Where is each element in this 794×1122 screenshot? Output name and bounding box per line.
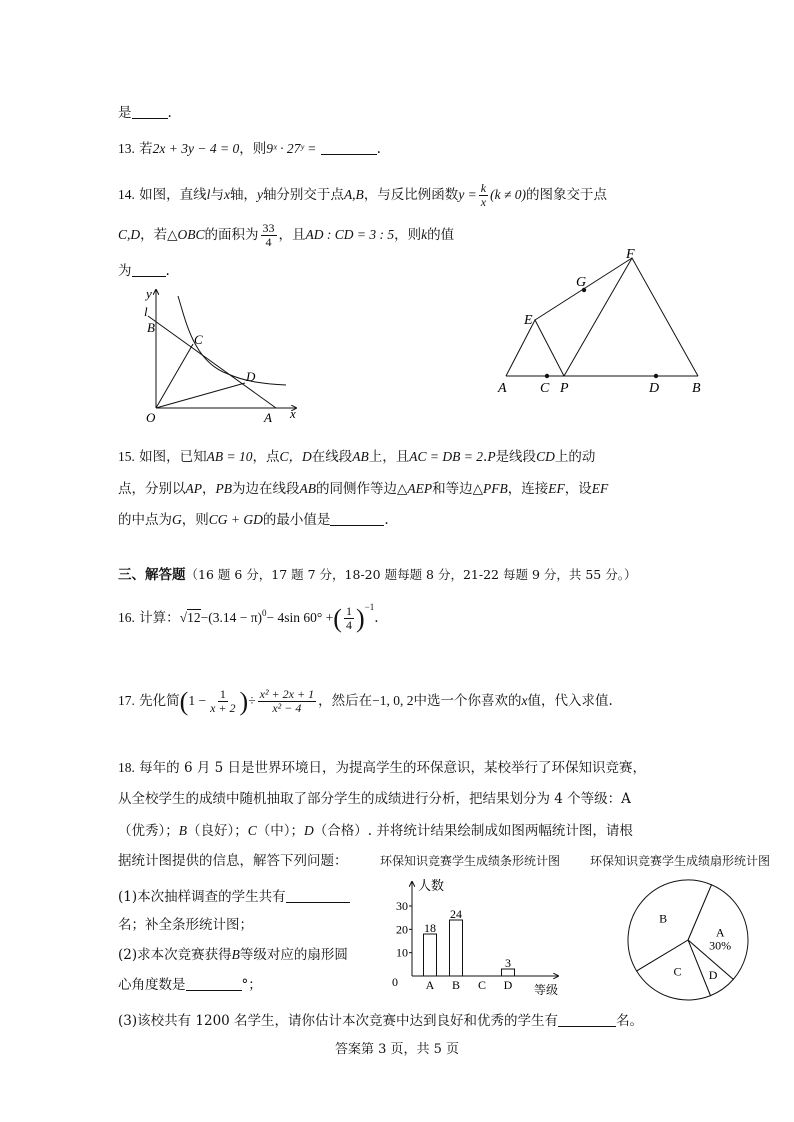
bar-category-label: C <box>477 978 487 992</box>
q15-text: . <box>483 449 488 465</box>
bar-chart-title: 环保知识竞赛学生成绩条形统计图 <box>380 854 561 868</box>
pie-label-d: D <box>708 968 718 983</box>
q14-label-d: D <box>246 369 256 384</box>
q15-math: AP <box>185 481 202 496</box>
q15-text: ，连接 <box>507 481 549 497</box>
q16-frac-den: 4 <box>345 618 352 632</box>
q14-text: ，且 <box>278 227 306 243</box>
q14-points-ab: A,B <box>343 187 364 202</box>
q14-text: 的图象交于点 <box>526 187 608 203</box>
question-18-line1 <box>118 759 646 777</box>
q15-point-d <box>654 374 658 378</box>
q15-text: 如图，已知 <box>139 449 207 465</box>
q14-func-num: k <box>480 181 487 195</box>
bar-ytick-label: 20 <box>396 922 408 937</box>
q15-label-e: E <box>524 313 533 328</box>
bar-ytick-label: 30 <box>396 899 408 913</box>
question-18-line4 <box>118 852 348 870</box>
q16-sqrt-value: 12 <box>187 610 201 625</box>
q14-func-den: x <box>480 195 487 209</box>
q18-sub1-line2 <box>118 916 253 934</box>
question-14-line2 <box>118 222 454 249</box>
q14-line-l <box>148 316 276 408</box>
q18-text: （良好）； <box>187 823 248 839</box>
bar-value-label: 3 <box>505 956 511 970</box>
q18-grade-d: D <box>304 823 314 838</box>
q15-label-c: C <box>540 381 550 396</box>
q14-text: 轴分别交于点 <box>262 187 344 203</box>
q15-math: C，D <box>279 449 312 464</box>
question-18-line2 <box>118 790 631 808</box>
q15-math: CD <box>536 449 555 464</box>
q14-func-fraction <box>479 182 488 209</box>
pie-label-c: C <box>673 964 682 979</box>
q15-text: 和等边△ <box>432 481 484 497</box>
q15-math: PB <box>215 481 232 496</box>
q13-number: 13. <box>118 141 135 156</box>
q18-grade-b: B <box>178 823 187 838</box>
q14-var-x: x <box>223 187 230 202</box>
pie-label-b: B <box>659 911 668 926</box>
q14-var-l: l <box>206 187 211 202</box>
q18-text: （中）； <box>256 823 305 839</box>
q15-text: 为边在线段 <box>232 481 300 497</box>
question-15-line3 <box>118 511 389 529</box>
q15-text: . <box>384 512 389 528</box>
q12-suffix: . <box>167 105 172 121</box>
q14-segment-od <box>156 383 245 408</box>
q14-func-cond: (k ≠ 0) <box>490 187 527 202</box>
q15-text: ，设 <box>564 481 592 497</box>
q17-text: ，然后在 <box>318 693 373 709</box>
q16-exp0: 0 <box>262 608 267 618</box>
question-14-line1 <box>118 182 607 209</box>
q16-number: 16. <box>118 610 135 625</box>
q14-label-b: B <box>147 320 155 335</box>
q18-sub2-text: (2)求本次竞赛获得 <box>118 947 232 963</box>
q15-triangle-aep <box>506 320 564 376</box>
q18-sub2-blank <box>186 976 242 991</box>
q16-part2: −(3.14 − π) <box>200 610 263 625</box>
bar-category-label: D <box>503 978 513 992</box>
q14-ratio: AD : CD = 3 : 5 <box>305 227 395 242</box>
q14-label-x: x <box>290 406 296 421</box>
q15-text: 的中点为 <box>118 512 172 528</box>
q14-points-cd: C,D <box>118 227 141 242</box>
q17-fraction-2 <box>258 688 316 715</box>
question-16 <box>118 604 379 632</box>
q15-text: 点，分别以 <box>118 481 186 497</box>
q18-sub3 <box>118 1012 643 1030</box>
q18-sub3-text: 名。 <box>616 1013 644 1029</box>
q13-answer-blank <box>321 140 377 155</box>
bar-ytick-label: 10 <box>396 945 408 960</box>
page-footer: 答案第 3 页，共 5 页 <box>334 1042 460 1057</box>
q15-answer-blank <box>330 511 384 526</box>
question-15-line1 <box>118 448 595 466</box>
q18-sub1-text: 名；补全条形统计图； <box>118 917 253 933</box>
pie-chart-title: 环保知识竞赛学生成绩扇形统计图 <box>590 854 771 868</box>
q18-number: 18. <box>118 760 135 775</box>
q16-frac-num: 1 <box>345 604 352 618</box>
bar-ylabel: 人数 <box>418 878 445 893</box>
q17-values: −1, 0, 2 <box>372 693 414 708</box>
section-3-note: （16 题 6 分，17 题 7 分，18-20 题每题 8 分，21-22 每题 9 分，共 55 分。） <box>185 567 637 582</box>
q18-sub2-b: B <box>231 947 240 962</box>
q15-math: EF <box>548 481 565 496</box>
q15-point-c <box>545 374 549 378</box>
q12-tail <box>118 104 172 122</box>
bar-d <box>502 969 515 976</box>
q14-text: 与 <box>210 187 224 203</box>
section-3-heading <box>118 566 636 584</box>
q18-sub2-line1 <box>118 946 348 964</box>
q12-prefix: 是 <box>118 105 132 121</box>
q16-sqrt: √12 <box>179 610 201 625</box>
q15-math: G <box>172 512 182 527</box>
q17-label: 先化简 <box>139 693 180 709</box>
q13-text-then: ，则 <box>239 141 267 157</box>
q16-label: 计算： <box>139 610 180 626</box>
q16-fraction <box>344 605 354 632</box>
bar-b <box>450 920 463 976</box>
q16-paren-right: ) <box>355 604 365 633</box>
q15-label-p: P <box>560 381 569 396</box>
q15-text: 的最小值是 <box>262 512 331 528</box>
q14-var-k: k <box>421 227 428 242</box>
q18-grade-c: C <box>247 823 257 838</box>
q14-area-den: 4 <box>265 235 272 249</box>
q16-end: . <box>374 610 379 626</box>
q18-text: 据统计图提供的信息，解答下列问题： <box>118 853 348 869</box>
q15-label-g: G <box>576 275 587 290</box>
q17-f1-den: x + 2 <box>210 701 236 715</box>
q15-number: 15. <box>118 449 135 464</box>
q14-text: 轴， <box>229 187 257 203</box>
q17-f2-den: x² − 4 <box>272 701 302 715</box>
q17-div: ÷ <box>248 693 256 708</box>
q17-f1-num: 1 <box>219 687 226 701</box>
q14-text: . <box>165 263 170 279</box>
q15-text: 上，且 <box>368 449 410 465</box>
q15-label-d: D <box>649 381 660 396</box>
q15-label-b: B <box>692 381 701 396</box>
q14-text: ，若△ <box>140 227 178 243</box>
pie-chart <box>624 872 764 1002</box>
q18-sub2-text: °； <box>241 977 262 993</box>
pie-label-a: A <box>715 925 725 940</box>
q13-expression: 9ˣ · 27ʸ = <box>266 141 317 156</box>
q18-text: （优秀）； <box>118 823 179 839</box>
q18-sub1-text: (1)本次抽样调查的学生共有 <box>118 889 286 905</box>
pie-percent-a: 30% <box>709 938 732 953</box>
q17-one-minus: 1 − <box>188 693 207 708</box>
q18-sub1-line1 <box>118 888 350 906</box>
q17-f2-num: x² + 2x + 1 <box>259 687 315 701</box>
q15-math: EF <box>591 481 609 496</box>
q17-fraction-1 <box>208 688 237 715</box>
q13-equation: 2x + 3y − 4 = 0 <box>152 141 240 156</box>
q14-label-o: O <box>146 410 156 425</box>
q15-math: P <box>487 449 496 464</box>
q17-text: 中选一个你喜欢的 <box>413 693 522 709</box>
q17-var-x: x <box>521 693 528 708</box>
q13-end: . <box>376 141 381 157</box>
q14-label-a: A <box>264 410 272 425</box>
q18-text: 从全校学生的成绩中随机抽取了部分学生的成绩进行分析，把结果划分为 4 个等级：A <box>118 791 631 807</box>
q14-text: ，则 <box>394 227 422 243</box>
q14-label-c: C <box>194 332 203 347</box>
q18-sub2-text: 心角度数是 <box>118 977 186 993</box>
q13-text: 若 <box>139 141 153 157</box>
q15-math: AC = DB = 2 <box>409 449 484 464</box>
q15-label-a: A <box>498 381 507 396</box>
bar-a <box>424 934 437 976</box>
q15-text: ， <box>202 481 216 497</box>
q18-sub1-blank <box>286 888 350 903</box>
q14-var-y: y <box>256 187 263 202</box>
q18-sub3-blank <box>558 1012 616 1027</box>
bar-category-label: B <box>451 978 461 992</box>
q15-math: AB = 10 <box>206 449 253 464</box>
q18-text: 每年的 6 月 5 日是世界环境日，为提高学生的环保意识，某校举行了环保知识竞赛， <box>139 760 647 776</box>
q16-part3: − 4sin 60° + <box>266 610 334 625</box>
q18-sub2-text: 等级对应的扇形圆 <box>239 947 348 963</box>
q15-math: PFB <box>483 481 508 496</box>
q15-text: ，点 <box>252 449 280 465</box>
section-3-title: 三、解答题 <box>118 567 186 583</box>
q17-text: 值，代入求值. <box>527 693 613 709</box>
q14-triangle: OBC <box>177 227 205 242</box>
bar-xlabel: 等级 <box>534 983 559 997</box>
q18-sub3-text: (3)该校共有 1200 名学生，请你估计本次竞赛中达到良好和优秀的学生有 <box>118 1013 559 1029</box>
q16-exp-neg1: −1 <box>364 602 375 612</box>
q12-answer-blank <box>132 104 168 119</box>
question-17 <box>118 686 613 716</box>
q15-math: CG + GD <box>208 512 263 527</box>
q15-label-f: F <box>626 247 635 262</box>
question-15-line2 <box>118 480 608 498</box>
q15-figure <box>492 246 712 396</box>
q18-sub2-line2 <box>118 976 262 994</box>
q14-text: 为 <box>118 263 132 279</box>
q14-text: 的值 <box>427 227 455 243</box>
q14-area-num: 33 <box>262 221 275 235</box>
q15-math: AEP <box>407 481 433 496</box>
q15-math: AB <box>352 449 369 464</box>
question-13 <box>118 140 381 158</box>
q14-text: 如图，直线 <box>139 187 207 203</box>
q17-number: 17. <box>118 693 135 708</box>
q14-segment-oc <box>156 344 193 408</box>
q14-answer-blank <box>132 262 166 277</box>
bar-category-label: A <box>425 978 435 992</box>
bar-value-label: 18 <box>424 921 436 935</box>
q14-area-fraction <box>261 222 277 249</box>
q14-number: 14. <box>118 187 135 202</box>
q14-label-y: y <box>146 286 152 301</box>
q18-text: （合格）. 并将统计结果绘制成如图两幅统计图，请根 <box>313 823 633 839</box>
q16-paren-left: ( <box>333 604 342 633</box>
q17-paren-left: ( <box>179 687 189 716</box>
q14-label-l: l <box>144 304 148 319</box>
q15-text: 是线段 <box>495 449 537 465</box>
q15-text: 上的动 <box>554 449 596 465</box>
bar-value-label: 24 <box>450 907 462 921</box>
q15-text: 在线段 <box>311 449 353 465</box>
q15-text: 的同侧作等边△ <box>316 481 408 497</box>
question-18-line3 <box>118 822 633 840</box>
q14-func-lhs: y = <box>458 187 477 202</box>
q15-text: ，则 <box>181 512 209 528</box>
q15-math: AB <box>299 481 316 496</box>
q14-figure <box>136 282 306 428</box>
q14-text: ，与反比例函数 <box>363 187 459 203</box>
bar-chart <box>382 876 572 998</box>
question-14-line3 <box>118 262 170 280</box>
bar-origin: 0 <box>392 975 398 989</box>
q17-paren-right: ) <box>239 687 249 716</box>
q14-text: 的面积为 <box>204 227 259 243</box>
